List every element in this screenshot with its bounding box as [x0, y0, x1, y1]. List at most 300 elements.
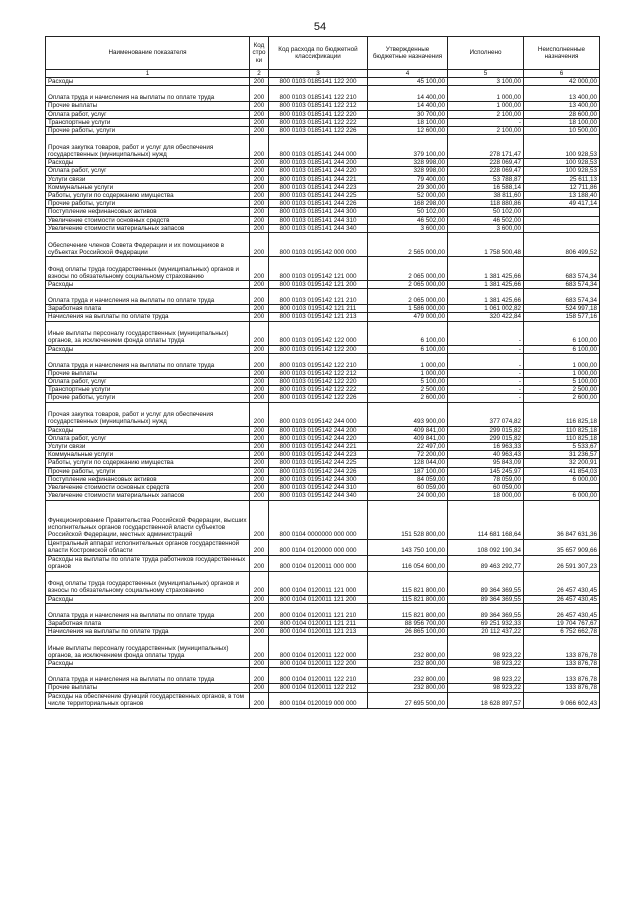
- row-executed: -: [448, 369, 524, 377]
- row-name: Центральный аппарат исполнительных органов государственной власти Костромской области: [46, 539, 250, 555]
- row-executed: 228 069,47: [448, 159, 524, 167]
- row-code: 200: [250, 378, 269, 386]
- row-unexecuted: 26 591 307,23: [524, 555, 600, 571]
- row-name: Прочая закупка товаров, работ и услуг для обеспечения государственных (муниципальных) нужд: [46, 135, 250, 159]
- row-unexecuted: 31 236,57: [524, 451, 600, 459]
- row-kbk: 800 0103 0195142 122 220: [269, 378, 368, 386]
- row-name: Прочие выплаты: [46, 369, 250, 377]
- row-approved: 151 528 800,00: [368, 500, 448, 539]
- row-approved: 29 300,00: [368, 183, 448, 191]
- row-name: Оплата труда и начисления на выплаты по оплате труда: [46, 353, 250, 369]
- row-approved: 2 065 000,00: [368, 289, 448, 305]
- row-name: Обеспечение членов Совета Федерации и их помощников в субъектах Российской Федерации: [46, 233, 250, 257]
- row-code: 200: [250, 443, 269, 451]
- row-executed: 20 112 437,22: [448, 627, 524, 635]
- row-name: Прочие работы, услуги: [46, 394, 250, 402]
- row-approved: 2 500,00: [368, 386, 448, 394]
- table-row: [46, 159, 600, 167]
- table-row: [46, 636, 600, 660]
- row-executed: 320 422,84: [448, 313, 524, 321]
- row-code: 200: [250, 636, 269, 660]
- table-row: [46, 257, 600, 281]
- row-executed: 1 000,00: [448, 102, 524, 110]
- table-row: [46, 233, 600, 257]
- row-code: 200: [250, 369, 269, 377]
- row-executed: -: [448, 321, 524, 345]
- table-row: [46, 555, 600, 571]
- row-code: 200: [250, 175, 269, 183]
- row-code: 200: [250, 135, 269, 159]
- row-code: 200: [250, 345, 269, 353]
- row-executed: 108 092 190,34: [448, 539, 524, 555]
- table-row: [46, 500, 600, 539]
- row-kbk: 800 0103 0195142 121 211: [269, 305, 368, 313]
- row-name: Расходы: [46, 426, 250, 434]
- table-row: [46, 369, 600, 377]
- col-number: 2: [250, 70, 269, 78]
- row-approved: 46 502,00: [368, 216, 448, 224]
- row-name: Иные выплаты персоналу государственных (муниципальных) органов, за исключением фонда оплаты труда: [46, 321, 250, 345]
- row-code: 200: [250, 208, 269, 216]
- row-approved: 50 102,00: [368, 208, 448, 216]
- row-unexecuted: [524, 224, 600, 232]
- row-unexecuted: 42 000,00: [524, 78, 600, 86]
- budget-execution-table: [45, 36, 600, 709]
- table-row: [46, 684, 600, 692]
- row-executed: 38 811,60: [448, 192, 524, 200]
- row-code: 200: [250, 216, 269, 224]
- row-unexecuted: 12 711,86: [524, 183, 600, 191]
- row-code: 200: [250, 86, 269, 102]
- row-approved: 115 821 800,00: [368, 603, 448, 619]
- table-row: [46, 451, 600, 459]
- row-name: Увеличение стоимости основных средств: [46, 216, 250, 224]
- table-row: [46, 102, 600, 110]
- row-kbk: 800 0103 0185141 244 220: [269, 167, 368, 175]
- col-number: 4: [368, 70, 448, 78]
- row-kbk: 800 0103 0185141 244 223: [269, 183, 368, 191]
- table-row: [46, 467, 600, 475]
- row-executed: 53 788,87: [448, 175, 524, 183]
- row-executed: -: [448, 386, 524, 394]
- row-unexecuted: 2 500,00: [524, 386, 600, 394]
- row-unexecuted: 5 533,67: [524, 443, 600, 451]
- row-code: 200: [250, 684, 269, 692]
- row-approved: 2 065 000,00: [368, 281, 448, 289]
- row-approved: 60 059,00: [368, 484, 448, 492]
- row-executed: 16 588,14: [448, 183, 524, 191]
- row-unexecuted: 13 400,00: [524, 102, 600, 110]
- row-unexecuted: 806 499,52: [524, 233, 600, 257]
- table-row: [46, 192, 600, 200]
- header-executed: Исполнено: [448, 37, 524, 70]
- table-row: [46, 281, 600, 289]
- row-kbk: 800 0104 0120011 122 200: [269, 660, 368, 668]
- row-name: Прочая закупка товаров, работ и услуг для обеспечения государственных (муниципальных) нужд: [46, 402, 250, 426]
- row-unexecuted: 41 854,03: [524, 467, 600, 475]
- row-unexecuted: 100 928,53: [524, 159, 600, 167]
- row-approved: 187 100,00: [368, 467, 448, 475]
- row-unexecuted: 1 000,00: [524, 369, 600, 377]
- row-executed: 89 364 369,55: [448, 595, 524, 603]
- row-approved: 493 900,00: [368, 402, 448, 426]
- row-executed: 228 069,47: [448, 167, 524, 175]
- row-name: Коммунальные услуги: [46, 183, 250, 191]
- row-code: 200: [250, 127, 269, 135]
- row-name: Коммунальные услуги: [46, 451, 250, 459]
- row-executed: 98 923,22: [448, 636, 524, 660]
- row-executed: 18 628 897,57: [448, 692, 524, 708]
- row-code: 200: [250, 467, 269, 475]
- row-name: Расходы на обеспечение функций государственных органов, в том числе территориальных органов: [46, 692, 250, 708]
- row-name: Заработная плата: [46, 305, 250, 313]
- row-name: Прочие работы, услуги: [46, 127, 250, 135]
- row-name: Поступление нефинансовых активов: [46, 208, 250, 216]
- row-unexecuted: 13 188,40: [524, 192, 600, 200]
- row-kbk: 800 0103 0185141 122 220: [269, 110, 368, 118]
- row-approved: 3 600,00: [368, 224, 448, 232]
- row-name: Прочие выплаты: [46, 102, 250, 110]
- row-code: 200: [250, 402, 269, 426]
- table-row: [46, 183, 600, 191]
- row-executed: 377 074,82: [448, 402, 524, 426]
- row-unexecuted: 1 000,00: [524, 353, 600, 369]
- row-code: 200: [250, 571, 269, 595]
- row-unexecuted: 133 876,78: [524, 668, 600, 684]
- row-name: Работы, услуги по содержанию имущества: [46, 459, 250, 467]
- table-row: [46, 443, 600, 451]
- row-unexecuted: 100 928,53: [524, 167, 600, 175]
- row-name: Оплата работ, услуг: [46, 378, 250, 386]
- row-name: Увеличение стоимости основных средств: [46, 484, 250, 492]
- table-row: [46, 668, 600, 684]
- row-approved: 2 565 000,00: [368, 233, 448, 257]
- row-executed: 299 015,82: [448, 426, 524, 434]
- row-executed: 3 100,00: [448, 78, 524, 86]
- header-name: Наименование показателя: [46, 37, 250, 70]
- row-approved: 2 600,00: [368, 394, 448, 402]
- row-kbk: 800 0103 0185141 122 226: [269, 127, 368, 135]
- row-code: 200: [250, 233, 269, 257]
- row-name: Фонд оплаты труда государственных (муниципальных) органов и взносы по обязательному социальному страхованию: [46, 257, 250, 281]
- row-unexecuted: 683 574,34: [524, 257, 600, 281]
- row-unexecuted: 133 876,78: [524, 660, 600, 668]
- row-name: Работы, услуги по содержанию имущества: [46, 192, 250, 200]
- row-name: Иные выплаты персоналу государственных (муниципальных) органов, за исключением фонда оплаты труда: [46, 636, 250, 660]
- table-row: [46, 394, 600, 402]
- row-approved: 116 054 600,00: [368, 555, 448, 571]
- table-row: [46, 571, 600, 595]
- table-row: [46, 595, 600, 603]
- row-approved: 12 600,00: [368, 127, 448, 135]
- row-approved: 328 998,00: [368, 159, 448, 167]
- row-name: Оплата работ, услуг: [46, 434, 250, 442]
- row-executed: 46 502,00: [448, 216, 524, 224]
- row-code: 200: [250, 102, 269, 110]
- row-approved: 232 800,00: [368, 684, 448, 692]
- row-kbk: 800 0103 0195142 244 340: [269, 492, 368, 500]
- row-approved: 26 865 100,00: [368, 627, 448, 635]
- row-unexecuted: 133 876,78: [524, 684, 600, 692]
- row-code: 200: [250, 619, 269, 627]
- row-kbk: 800 0104 0120011 121 000: [269, 571, 368, 595]
- row-name: Начисления на выплаты по оплате труда: [46, 627, 250, 635]
- row-executed: 98 923,22: [448, 684, 524, 692]
- row-executed: 118 880,86: [448, 200, 524, 208]
- row-unexecuted: 683 574,34: [524, 281, 600, 289]
- row-approved: 79 400,00: [368, 175, 448, 183]
- row-approved: 115 821 800,00: [368, 571, 448, 595]
- row-unexecuted: 6 752 662,78: [524, 627, 600, 635]
- table-row: [46, 402, 600, 426]
- row-kbk: 800 0103 0185141 122 200: [269, 78, 368, 86]
- row-code: 200: [250, 668, 269, 684]
- row-kbk: 800 0103 0195142 244 310: [269, 484, 368, 492]
- row-code: 200: [250, 78, 269, 86]
- row-approved: 22 497,00: [368, 443, 448, 451]
- column-number-row: [46, 70, 600, 78]
- row-approved: 1 000,00: [368, 353, 448, 369]
- table-row: [46, 208, 600, 216]
- table-row: [46, 86, 600, 102]
- row-unexecuted: 6 100,00: [524, 321, 600, 345]
- row-unexecuted: 110 825,18: [524, 434, 600, 442]
- row-name: Транспортные услуги: [46, 118, 250, 126]
- row-approved: 84 059,00: [368, 475, 448, 483]
- row-executed: 50 102,00: [448, 208, 524, 216]
- row-executed: 2 100,00: [448, 127, 524, 135]
- row-executed: 2 100,00: [448, 110, 524, 118]
- row-kbk: 800 0103 0195142 244 300: [269, 475, 368, 483]
- row-name: Оплата работ, услуг: [46, 110, 250, 118]
- row-name: Расходы: [46, 595, 250, 603]
- row-code: 200: [250, 539, 269, 555]
- table-row: [46, 118, 600, 126]
- row-approved: 27 695 500,00: [368, 692, 448, 708]
- row-code: 200: [250, 183, 269, 191]
- row-code: 200: [250, 660, 269, 668]
- row-approved: 232 800,00: [368, 636, 448, 660]
- row-kbk: 800 0103 0195142 122 212: [269, 369, 368, 377]
- row-code: 200: [250, 492, 269, 500]
- row-kbk: 800 0103 0185141 244 226: [269, 200, 368, 208]
- row-approved: 52 000,00: [368, 192, 448, 200]
- row-kbk: 800 0104 0000000 000 000: [269, 500, 368, 539]
- row-unexecuted: 116 825,18: [524, 402, 600, 426]
- table-row: [46, 492, 600, 500]
- table-row: [46, 216, 600, 224]
- row-executed: 40 963,43: [448, 451, 524, 459]
- row-approved: 379 100,00: [368, 135, 448, 159]
- row-code: 200: [250, 692, 269, 708]
- row-name: Расходы: [46, 345, 250, 353]
- table-row: [46, 619, 600, 627]
- row-unexecuted: 13 400,00: [524, 86, 600, 102]
- row-executed: 1 381 425,66: [448, 281, 524, 289]
- row-code: 200: [250, 603, 269, 619]
- row-name: Фонд оплаты труда государственных (муниципальных) органов и взносы по обязательному социальному страхованию: [46, 571, 250, 595]
- row-name: Поступление нефинансовых активов: [46, 475, 250, 483]
- row-unexecuted: 6 000,00: [524, 475, 600, 483]
- row-code: 200: [250, 555, 269, 571]
- row-kbk: 800 0103 0195142 244 225: [269, 459, 368, 467]
- table-row: [46, 305, 600, 313]
- row-kbk: 800 0103 0195142 121 200: [269, 281, 368, 289]
- row-kbk: 800 0103 0185141 244 300: [269, 208, 368, 216]
- row-unexecuted: 32 200,91: [524, 459, 600, 467]
- row-approved: 2 065 000,00: [368, 257, 448, 281]
- row-unexecuted: 683 574,34: [524, 289, 600, 305]
- row-code: 200: [250, 500, 269, 539]
- row-code: 200: [250, 192, 269, 200]
- row-code: 200: [250, 451, 269, 459]
- row-name: Прочие выплаты: [46, 684, 250, 692]
- row-executed: 1 000,00: [448, 86, 524, 102]
- table-row: [46, 484, 600, 492]
- table-row: [46, 539, 600, 555]
- table-row: [46, 660, 600, 668]
- table-row: [46, 321, 600, 345]
- row-approved: 72 200,00: [368, 451, 448, 459]
- row-unexecuted: 28 600,00: [524, 110, 600, 118]
- row-approved: 128 044,00: [368, 459, 448, 467]
- header-kbk: Код расхода по бюджетной классификации: [269, 37, 368, 70]
- table-row: [46, 345, 600, 353]
- row-name: Оплата труда и начисления на выплаты по оплате труда: [46, 289, 250, 305]
- row-approved: 5 100,00: [368, 378, 448, 386]
- row-unexecuted: [524, 216, 600, 224]
- row-unexecuted: 26 457 430,45: [524, 571, 600, 595]
- row-executed: 98 923,22: [448, 660, 524, 668]
- row-approved: 1 000,00: [368, 369, 448, 377]
- row-executed: 299 015,82: [448, 434, 524, 442]
- row-code: 200: [250, 321, 269, 345]
- row-executed: -: [448, 394, 524, 402]
- row-approved: 115 821 800,00: [368, 595, 448, 603]
- row-kbk: 800 0103 0195142 244 226: [269, 467, 368, 475]
- row-executed: 1 381 425,66: [448, 289, 524, 305]
- row-executed: 89 364 369,55: [448, 571, 524, 595]
- row-kbk: 800 0104 0120011 122 212: [269, 684, 368, 692]
- row-approved: 30 700,00: [368, 110, 448, 118]
- row-executed: -: [448, 345, 524, 353]
- row-approved: 232 800,00: [368, 668, 448, 684]
- row-unexecuted: [524, 484, 600, 492]
- row-kbk: 800 0104 0120011 121 210: [269, 603, 368, 619]
- row-approved: 24 000,00: [368, 492, 448, 500]
- table-row: [46, 127, 600, 135]
- row-code: 200: [250, 475, 269, 483]
- row-name: Увеличение стоимости материальных запасов: [46, 224, 250, 232]
- row-code: 200: [250, 426, 269, 434]
- row-code: 200: [250, 200, 269, 208]
- row-approved: 143 750 100,00: [368, 539, 448, 555]
- row-unexecuted: 18 100,00: [524, 118, 600, 126]
- row-kbk: 800 0103 0185141 244 221: [269, 175, 368, 183]
- row-kbk: 800 0103 0195142 000 000: [269, 233, 368, 257]
- col-number: 6: [524, 70, 600, 78]
- row-code: 200: [250, 353, 269, 369]
- row-kbk: 800 0104 0120011 122 210: [269, 668, 368, 684]
- col-number: 1: [46, 70, 250, 78]
- row-name: Оплата труда и начисления на выплаты по оплате труда: [46, 603, 250, 619]
- row-code: 200: [250, 289, 269, 305]
- row-name: Услуги связи: [46, 175, 250, 183]
- row-name: Расходы: [46, 281, 250, 289]
- row-kbk: 800 0103 0195142 244 221: [269, 443, 368, 451]
- row-name: Прочие работы, услуги: [46, 467, 250, 475]
- row-kbk: 800 0104 0120011 122 000: [269, 636, 368, 660]
- table-row: [46, 475, 600, 483]
- row-executed: 16 963,33: [448, 443, 524, 451]
- row-unexecuted: [524, 208, 600, 216]
- row-unexecuted: 158 577,16: [524, 313, 600, 321]
- row-kbk: 800 0103 0185141 244 200: [269, 159, 368, 167]
- row-unexecuted: 5 100,00: [524, 378, 600, 386]
- row-kbk: 800 0103 0195142 121 213: [269, 313, 368, 321]
- row-code: 200: [250, 434, 269, 442]
- row-name: Расходы: [46, 78, 250, 86]
- row-code: 200: [250, 627, 269, 635]
- row-approved: 88 956 700,00: [368, 619, 448, 627]
- row-code: 200: [250, 281, 269, 289]
- row-approved: 479 000,00: [368, 313, 448, 321]
- row-code: 200: [250, 386, 269, 394]
- row-kbk: 800 0103 0195142 244 223: [269, 451, 368, 459]
- table-row: [46, 313, 600, 321]
- row-name: Увеличение стоимости материальных запасов: [46, 492, 250, 500]
- row-kbk: 800 0103 0185141 244 225: [269, 192, 368, 200]
- row-unexecuted: 19 704 767,67: [524, 619, 600, 627]
- row-kbk: 800 0103 0195142 122 000: [269, 321, 368, 345]
- row-executed: 1 381 425,66: [448, 257, 524, 281]
- row-code: 200: [250, 110, 269, 118]
- row-executed: 145 245,97: [448, 467, 524, 475]
- row-name: Прочие работы, услуги: [46, 200, 250, 208]
- row-kbk: 800 0103 0195142 244 200: [269, 426, 368, 434]
- row-name: Расходы: [46, 660, 250, 668]
- row-approved: 232 800,00: [368, 660, 448, 668]
- row-approved: 409 841,00: [368, 434, 448, 442]
- row-approved: 168 298,00: [368, 200, 448, 208]
- row-approved: 6 100,00: [368, 321, 448, 345]
- table-row: [46, 386, 600, 394]
- row-kbk: 800 0103 0185141 244 310: [269, 216, 368, 224]
- row-name: Оплата работ, услуг: [46, 167, 250, 175]
- row-kbk: 800 0103 0185141 244 000: [269, 135, 368, 159]
- table-row: [46, 353, 600, 369]
- row-unexecuted: 6 000,00: [524, 492, 600, 500]
- row-kbk: 800 0103 0195142 122 226: [269, 394, 368, 402]
- table-row: [46, 224, 600, 232]
- row-approved: 18 100,00: [368, 118, 448, 126]
- row-name: Начисления на выплаты по оплате труда: [46, 313, 250, 321]
- row-unexecuted: 2 600,00: [524, 394, 600, 402]
- row-code: 200: [250, 313, 269, 321]
- row-executed: -: [448, 353, 524, 369]
- row-approved: 409 841,00: [368, 426, 448, 434]
- row-name: Расходы: [46, 159, 250, 167]
- row-unexecuted: 36 847 631,36: [524, 500, 600, 539]
- row-code: 200: [250, 118, 269, 126]
- table-row: [46, 78, 600, 86]
- table-row: [46, 175, 600, 183]
- row-unexecuted: 26 457 430,45: [524, 603, 600, 619]
- row-unexecuted: 524 997,18: [524, 305, 600, 313]
- row-kbk: 800 0104 0120000 000 000: [269, 539, 368, 555]
- row-kbk: 800 0103 0185141 244 340: [269, 224, 368, 232]
- row-kbk: 800 0103 0195142 121 210: [269, 289, 368, 305]
